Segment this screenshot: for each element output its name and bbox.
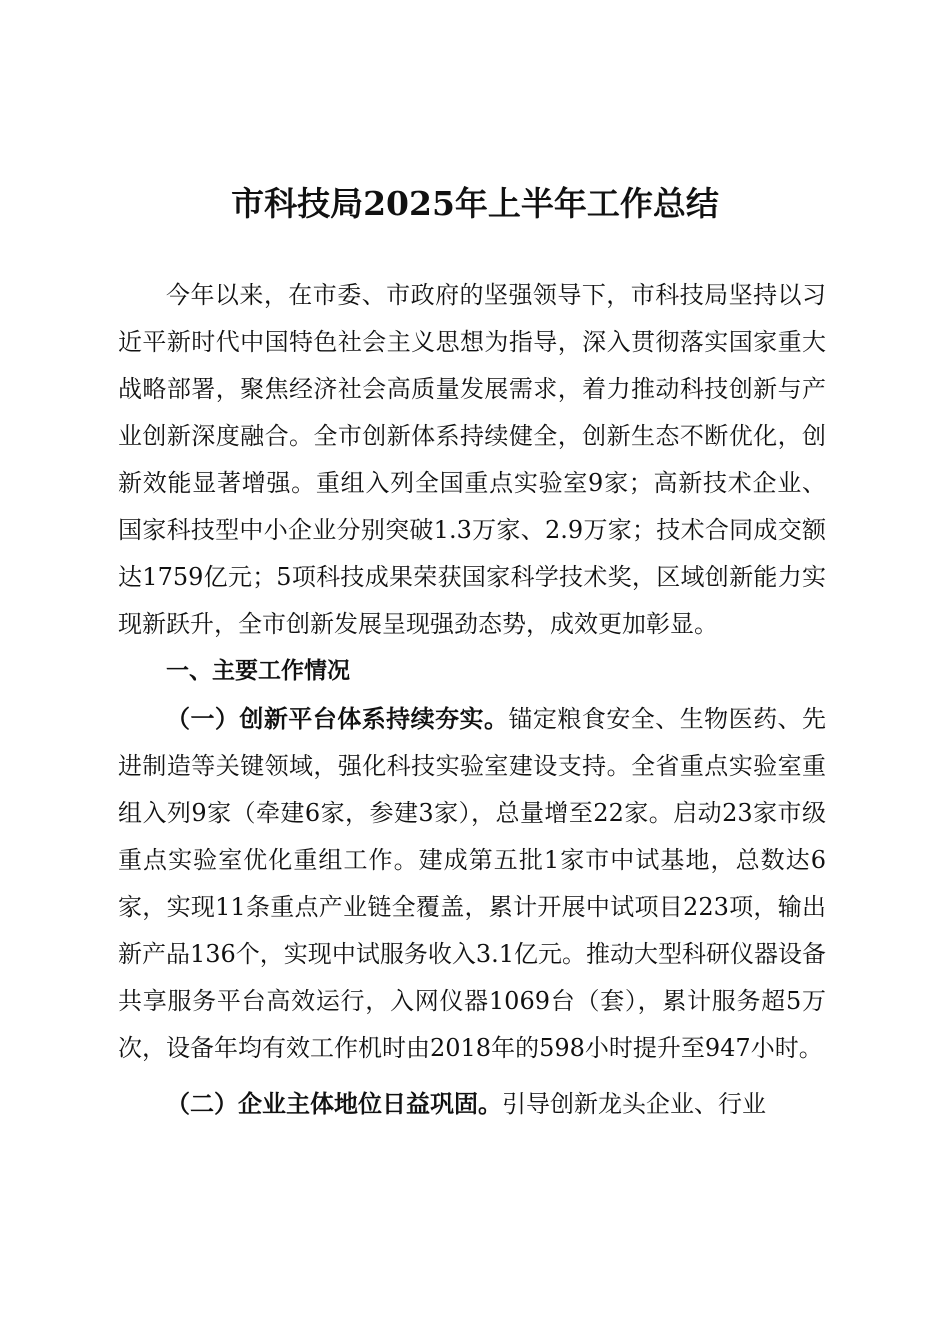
document-title: 市科技局2025年上半年工作总结 — [231, 184, 719, 223]
item-2-title: （二）企业主体地位日益巩固。 — [166, 1089, 502, 1118]
item-1-paragraph — [118, 695, 826, 1072]
item-1-title: （一）创新平台体系持续夯实。 — [166, 704, 509, 733]
section-heading: 一、主要工作情况 — [166, 658, 350, 684]
document-body — [118, 272, 826, 1128]
item-2-paragraph — [118, 1080, 826, 1128]
item-1-body: 锚定粮食安全、生物医药、先进制造等关键领域，强化科技实验室建设支持。全省重点实验室重组入列9家（牵建6家，参建3家），总量增至22家。启动23家市级重点实验室优化重组工作。建成第五批1家市中试基地，总数达6家，实现11条重点产业链全覆盖，累计开展中试项目223项，输出新产品136个，实现中试服务收入3.1亿元。推动大型科研仪器设备共享服务平台高效运行，入网仪器1069台（套），累计服务超5万次，设备年均有效工作机时由2018年的598小时提升至947小时。 — [118, 705, 827, 1062]
item-2-body: 引导创新龙头企业、行业 — [502, 1090, 766, 1118]
intro-paragraph: 今年以来，在市委、市政府的坚强领导下，市科技局坚持以习近平新时代中国特色社会主义思想为指导，深入贯彻落实国家重大战略部署，聚焦经济社会高质量发展需求，着力推动科技创新与产业创新深度融合。全市创新体系持续健全，创新生态不断优化，创新效能显著增强。重组入列全国重点实验室9家；高新技术企业、国家科技型中小企业分别突破1.3万家、2.9万家；技术合同成交额达1759亿元；5项科技成果荣获国家科学技术奖，区域创新能力实现新跃升，全市创新发展呈现强劲态势，成效更加彰显。 — [118, 281, 826, 638]
paragraph-gap — [118, 1072, 826, 1080]
